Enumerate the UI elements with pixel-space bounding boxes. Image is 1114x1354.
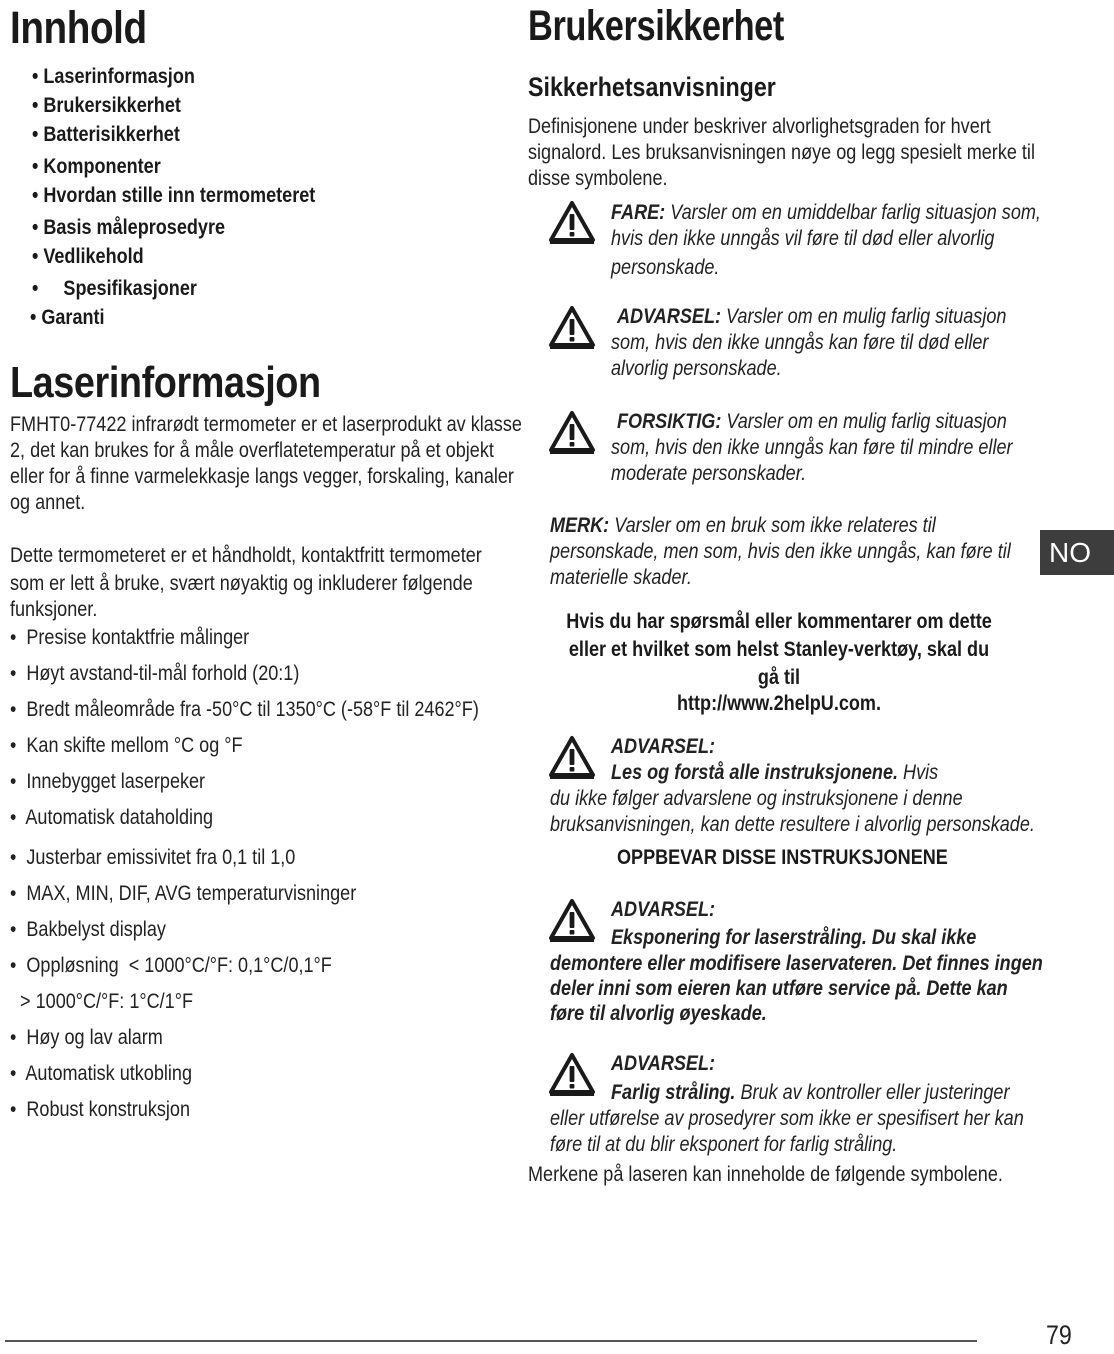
warning-laser-radiation-body: demontere eller modifisere laservateren. Det finnes ingen deler inni som eieren kan utføre service på. Dette kan føre til alvorlig øyeskade. — [550, 952, 1043, 1025]
section-title-brukersikkerhet: Brukersikkerhet — [528, 2, 784, 50]
page-number: 79 — [1046, 1320, 1072, 1350]
list-item: • Oppløsning < 1000°C/°F: 0,1°C/0,1°F — [10, 954, 332, 977]
warning-label: ADVARSEL: — [611, 1052, 716, 1075]
warning-triangle-icon — [548, 735, 596, 779]
warning-hazardous-radiation: Farlig stråling. Bruk av kontroller eller justeringer — [611, 1081, 1010, 1104]
list-item: • Automatisk dataholding — [10, 806, 214, 829]
toc-item[interactable]: • Spesifikasjoner — [32, 277, 197, 300]
list-item: • Justerbar emissivitet fra 0,1 til 1,0 — [10, 846, 296, 869]
warning-hazardous-radiation-body: eller utførelse av prosedyrer som ikke er spesifisert her kan føre til at du blir eksponert for farlig stråling. — [550, 1107, 1024, 1156]
list-item: • Automatisk utkobling — [10, 1062, 193, 1085]
list-item: • Bredt måleområde fra -50°C til 1350°C (-58°F til 2462°F) — [10, 698, 479, 721]
warning-label: ADVARSEL: — [611, 735, 716, 758]
list-item: • Innebygget laserpeker — [10, 770, 206, 793]
toc-item[interactable]: • Basis måleprosedyre — [32, 216, 226, 239]
list-item: • Bakbelyst display — [10, 918, 166, 941]
laser-paragraph-1: FMHT0-77422 infrarødt termometer er et laserprodukt av klasse 2, det kan brukes for å måle overflatetemperatur på et objekt eller for å finne varmelekkasje langs vegger, forskaling, kanaler og annet. — [10, 413, 522, 514]
list-item: • Robust konstruksjon — [10, 1098, 190, 1121]
toc-item[interactable]: • Garanti — [30, 306, 105, 329]
advarsel-definition: ADVARSEL: Varsler om en mulig farlig situasjon som, hvis den ikke unngås kan føre til død eller alvorlig personskade. — [611, 305, 1007, 380]
fare-definition: FARE: Varsler om en umiddelbar farlig situasjon som, hvis den ikke unngås vil føre til død eller alvorlig personskade. — [611, 201, 1041, 279]
warning-triangle-icon — [548, 898, 596, 942]
warning-triangle-icon — [548, 305, 596, 349]
forsiktig-definition: FORSIKTIG: Varsler om en mulig farlig situasjon som, hvis den ikke unngås kan føre til mindre eller moderate personskader. — [611, 410, 1013, 485]
contact-notice: Hvis du har spørsmål eller kommentarer om dette eller et hvilket som helst Stanley-verktøy, skal du gå til http://www.2helpU.com. — [566, 610, 992, 715]
warning-triangle-icon — [548, 410, 596, 454]
list-item: • Høyt avstand-til-mål forhold (20:1) — [10, 662, 300, 685]
toc-item[interactable]: • Hvordan stille inn termometeret — [32, 184, 316, 207]
warning-read-instructions-body: du ikke følger advarslene og instruksjonene i denne bruksanvisningen, kan dette resultere i alvorlig personskade. — [550, 787, 1035, 836]
toc-title: Innhold — [10, 2, 147, 53]
intro-paragraph: Definisjonene under beskriver alvorlighetsgraden for hvert signalord. Les bruksanvisningen nøye og legg spesielt merke til disse symbolene. — [528, 115, 1035, 190]
warning-triangle-icon — [548, 1052, 596, 1096]
support-link[interactable]: http://www.2helpU.com. — [676, 692, 882, 715]
toc-item[interactable]: • Vedlikehold — [32, 245, 144, 268]
toc-item[interactable]: • Brukersikkerhet — [32, 94, 181, 117]
list-item: • MAX, MIN, DIF, AVG temperaturvisninger — [10, 882, 357, 905]
warning-laser-radiation: Eksponering for laserstråling. Du skal ikke — [611, 926, 977, 949]
list-item: • Kan skifte mellom °C og °F — [10, 734, 243, 757]
toc-item[interactable]: • Batterisikkerhet — [32, 123, 180, 146]
warning-label: ADVARSEL: — [611, 898, 716, 921]
language-tab: NO — [1040, 530, 1114, 575]
subsection-title: Sikkerhetsanvisninger — [528, 72, 776, 102]
keep-instructions-heading: OPPBEVAR DISSE INSTRUKSJONENE — [617, 846, 948, 869]
list-item: > 1000°C/°F: 1°C/1°F — [10, 990, 193, 1013]
warning-triangle-icon — [548, 200, 596, 244]
toc-item[interactable]: • Laserinformasjon — [32, 65, 195, 88]
warning-read-instructions: Les og forstå alle instruksjonene. Hvis — [611, 761, 939, 784]
laser-paragraph-2: Dette termometeret er et håndholdt, kontaktfritt termometer som er lett å bruke, svært nøyaktig og inkluderer følgende funksjoner. — [10, 544, 482, 621]
list-item: • Høy og lav alarm — [10, 1026, 163, 1049]
merk-definition: MERK: Varsler om en bruk som ikke relateres til personskade, men som, hvis den ikke unngås, kan føre til materielle skader. — [550, 514, 1011, 589]
footer-rule — [5, 1340, 977, 1342]
closing-sentence: Merkene på laseren kan inneholde de følgende symbolene. — [528, 1163, 1003, 1186]
section-title-laserinformasjon: Laserinformasjon — [10, 358, 321, 407]
list-item: • Presise kontaktfrie målinger — [10, 626, 250, 649]
toc-item[interactable]: • Komponenter — [32, 155, 161, 178]
